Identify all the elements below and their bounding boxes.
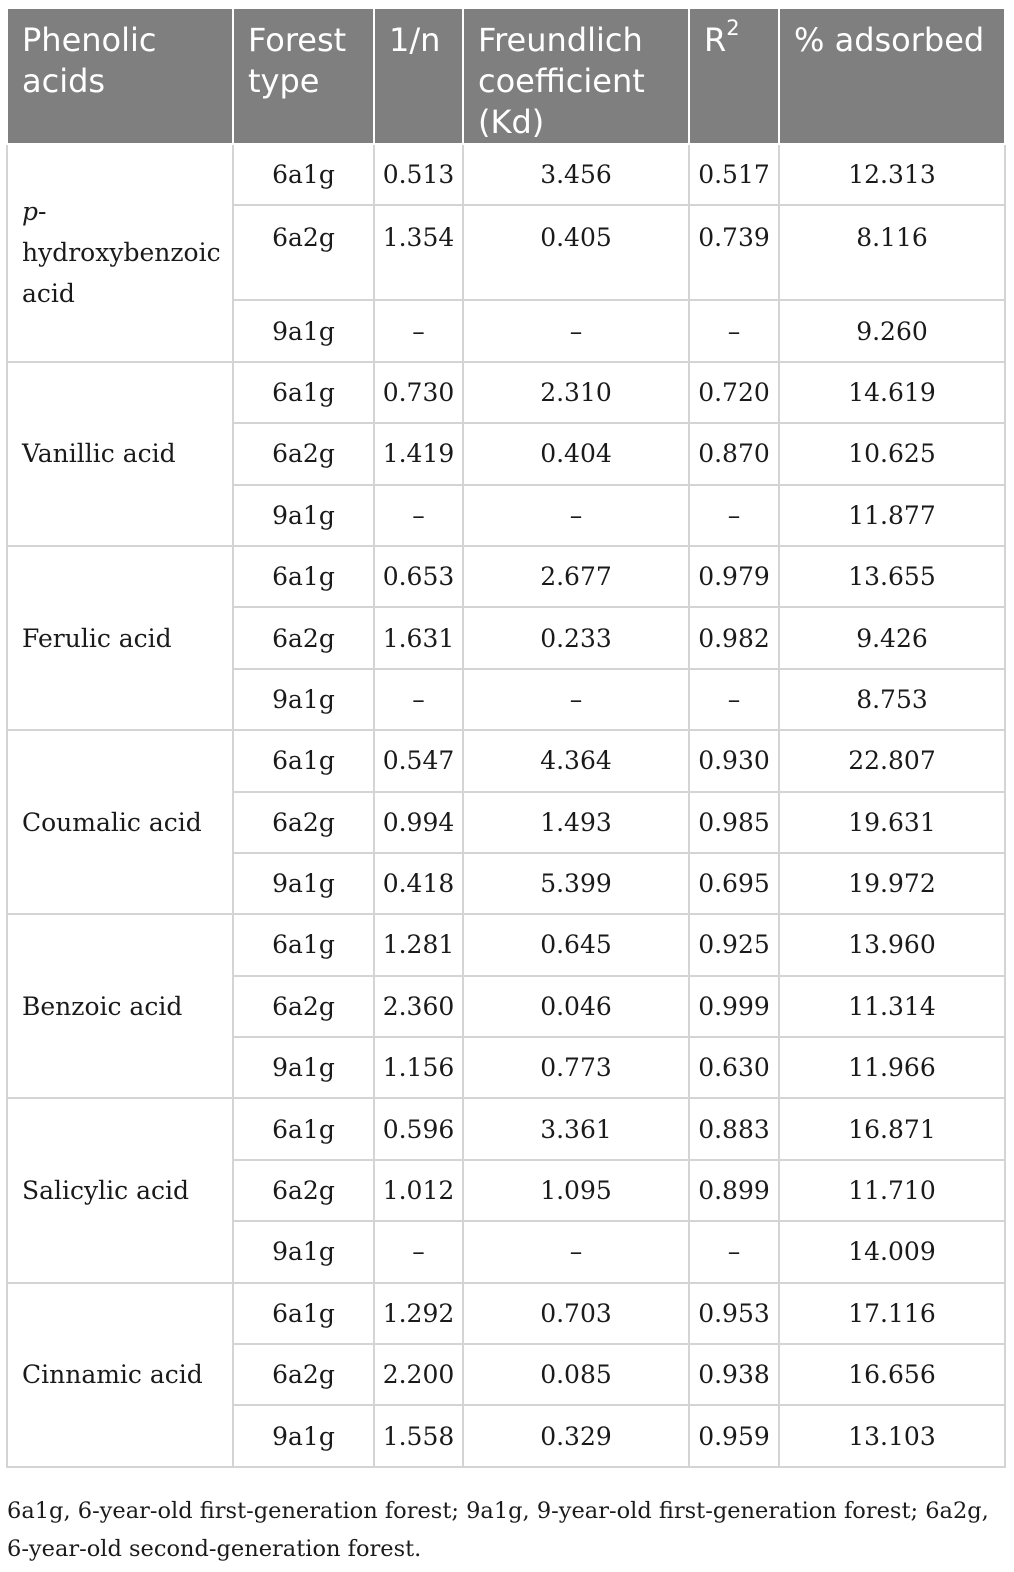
kd-cell: 0.645 — [463, 914, 689, 975]
forest-type-cell: 6a2g — [233, 205, 374, 300]
acid-name-cell: Salicylic acid — [7, 1098, 233, 1282]
r-squared-cell: – — [689, 300, 779, 361]
one-over-n-cell: 1.281 — [374, 914, 463, 975]
kd-cell: 4.364 — [463, 730, 689, 791]
forest-type-cell: 9a1g — [233, 853, 374, 914]
kd-cell: – — [463, 300, 689, 361]
header-percent-adsorbed: % adsorbed — [779, 8, 1005, 144]
percent-adsorbed-cell: 11.966 — [779, 1037, 1005, 1098]
forest-type-cell: 9a1g — [233, 300, 374, 361]
kd-cell: 0.773 — [463, 1037, 689, 1098]
table-row — [7, 144, 1005, 205]
percent-adsorbed-cell: 13.103 — [779, 1405, 1005, 1466]
kd-cell: – — [463, 485, 689, 546]
header-r-squared-exponent: 2 — [726, 16, 740, 41]
table-row — [7, 1098, 1005, 1159]
r-squared-cell: 0.870 — [689, 423, 779, 484]
table-row — [7, 730, 1005, 791]
percent-adsorbed-cell: 11.314 — [779, 976, 1005, 1037]
one-over-n-cell: 0.653 — [374, 546, 463, 607]
r-squared-cell: – — [689, 669, 779, 730]
kd-cell: 2.677 — [463, 546, 689, 607]
r-squared-cell: 0.985 — [689, 792, 779, 853]
table-row — [7, 1283, 1005, 1344]
one-over-n-cell: 0.547 — [374, 730, 463, 791]
forest-type-cell: 9a1g — [233, 1221, 374, 1282]
acid-name-cell — [7, 144, 233, 362]
percent-adsorbed-cell: 9.260 — [779, 300, 1005, 361]
acid-name-cell: Cinnamic acid — [7, 1283, 233, 1467]
one-over-n-cell: – — [374, 300, 463, 361]
forest-type-cell: 6a1g — [233, 1283, 374, 1344]
acid-name-cell: Coumalic acid — [7, 730, 233, 914]
one-over-n-cell: 0.994 — [374, 792, 463, 853]
table-row — [7, 546, 1005, 607]
one-over-n-cell: 1.631 — [374, 607, 463, 668]
percent-adsorbed-cell: 14.009 — [779, 1221, 1005, 1282]
r-squared-cell: 0.982 — [689, 607, 779, 668]
r-squared-cell: 0.883 — [689, 1098, 779, 1159]
kd-cell: – — [463, 669, 689, 730]
kd-cell: 0.085 — [463, 1344, 689, 1405]
acid-name-cell: Ferulic acid — [7, 546, 233, 730]
acid-name-cell: Benzoic acid — [7, 914, 233, 1098]
forest-type-cell: 6a2g — [233, 976, 374, 1037]
one-over-n-cell: 1.292 — [374, 1283, 463, 1344]
one-over-n-cell: – — [374, 1221, 463, 1282]
forest-type-cell: 6a2g — [233, 423, 374, 484]
header-phenolic-acids: Phenolic acids — [7, 8, 233, 144]
percent-adsorbed-cell: 11.877 — [779, 485, 1005, 546]
r-squared-cell: 0.739 — [689, 205, 779, 300]
one-over-n-cell: – — [374, 669, 463, 730]
percent-adsorbed-cell: 13.655 — [779, 546, 1005, 607]
header-forest-type: Forest type — [233, 8, 374, 144]
forest-type-cell: 6a1g — [233, 1098, 374, 1159]
forest-type-cell: 6a1g — [233, 914, 374, 975]
kd-cell: 5.399 — [463, 853, 689, 914]
r-squared-cell: 0.999 — [689, 976, 779, 1037]
percent-adsorbed-cell: 10.625 — [779, 423, 1005, 484]
percent-adsorbed-cell: 17.116 — [779, 1283, 1005, 1344]
r-squared-cell: 0.979 — [689, 546, 779, 607]
kd-cell: 1.493 — [463, 792, 689, 853]
forest-type-cell: 6a1g — [233, 144, 374, 205]
r-squared-cell: 0.517 — [689, 144, 779, 205]
percent-adsorbed-cell: 14.619 — [779, 362, 1005, 423]
table-footnote: 6a1g, 6-year-old first-generation forest; 9a1g, 9-year-old first-generation forest; 6a2g, 6-year-old second-generation forest. — [7, 1498, 989, 1562]
kd-cell: 0.703 — [463, 1283, 689, 1344]
one-over-n-cell: 1.012 — [374, 1160, 463, 1221]
kd-cell: 2.310 — [463, 362, 689, 423]
percent-adsorbed-cell: 8.753 — [779, 669, 1005, 730]
forest-type-cell: 6a2g — [233, 607, 374, 668]
header-r-squared — [689, 8, 779, 144]
acid-name-prefix: p — [22, 197, 39, 227]
header-r-squared-base: R — [704, 21, 727, 59]
forest-type-cell: 9a1g — [233, 1037, 374, 1098]
one-over-n-cell: 1.354 — [374, 205, 463, 300]
percent-adsorbed-cell: 19.631 — [779, 792, 1005, 853]
header-row — [7, 8, 1005, 144]
percent-adsorbed-cell: 16.656 — [779, 1344, 1005, 1405]
forest-type-cell: 9a1g — [233, 485, 374, 546]
r-squared-cell: 0.953 — [689, 1283, 779, 1344]
forest-type-cell: 6a1g — [233, 546, 374, 607]
one-over-n-cell: 0.418 — [374, 853, 463, 914]
kd-cell: 3.361 — [463, 1098, 689, 1159]
forest-type-cell: 6a1g — [233, 730, 374, 791]
percent-adsorbed-cell: 11.710 — [779, 1160, 1005, 1221]
table-row — [7, 914, 1005, 975]
percent-adsorbed-cell: 12.313 — [779, 144, 1005, 205]
r-squared-cell: 0.959 — [689, 1405, 779, 1466]
percent-adsorbed-cell: 19.972 — [779, 853, 1005, 914]
r-squared-cell: 0.695 — [689, 853, 779, 914]
forest-type-cell: 9a1g — [233, 1405, 374, 1466]
header-freundlich-coefficient: Freundlich coefficient (Kd) — [463, 8, 689, 144]
one-over-n-cell: 2.360 — [374, 976, 463, 1037]
percent-adsorbed-cell: 8.116 — [779, 205, 1005, 300]
r-squared-cell: 0.930 — [689, 730, 779, 791]
acid-name: -hydroxybenzoic acid — [22, 197, 221, 309]
one-over-n-cell: 0.730 — [374, 362, 463, 423]
kd-cell: – — [463, 1221, 689, 1282]
one-over-n-cell: 0.596 — [374, 1098, 463, 1159]
forest-type-cell: 6a2g — [233, 1344, 374, 1405]
kd-cell: 0.405 — [463, 205, 689, 300]
r-squared-cell: 0.630 — [689, 1037, 779, 1098]
forest-type-cell: 6a1g — [233, 362, 374, 423]
kd-cell: 3.456 — [463, 144, 689, 205]
r-squared-cell: 0.925 — [689, 914, 779, 975]
forest-type-cell: 9a1g — [233, 669, 374, 730]
acid-name-cell: Vanillic acid — [7, 362, 233, 546]
forest-type-cell: 6a2g — [233, 792, 374, 853]
kd-cell: 0.233 — [463, 607, 689, 668]
percent-adsorbed-cell: 13.960 — [779, 914, 1005, 975]
kd-cell: 1.095 — [463, 1160, 689, 1221]
r-squared-cell: 0.720 — [689, 362, 779, 423]
one-over-n-cell: 1.558 — [374, 1405, 463, 1466]
one-over-n-cell: 1.156 — [374, 1037, 463, 1098]
kd-cell: 0.404 — [463, 423, 689, 484]
one-over-n-cell: 2.200 — [374, 1344, 463, 1405]
kd-cell: 0.046 — [463, 976, 689, 1037]
one-over-n-cell: – — [374, 485, 463, 546]
adsorption-table — [6, 7, 1006, 1468]
percent-adsorbed-cell: 9.426 — [779, 607, 1005, 668]
forest-type-cell: 6a2g — [233, 1160, 374, 1221]
header-1-n: 1/n — [374, 8, 463, 144]
one-over-n-cell: 1.419 — [374, 423, 463, 484]
percent-adsorbed-cell: 16.871 — [779, 1098, 1005, 1159]
r-squared-cell: – — [689, 1221, 779, 1282]
r-squared-cell: 0.899 — [689, 1160, 779, 1221]
table-row — [7, 362, 1005, 423]
r-squared-cell: – — [689, 485, 779, 546]
one-over-n-cell: 0.513 — [374, 144, 463, 205]
kd-cell: 0.329 — [463, 1405, 689, 1466]
percent-adsorbed-cell: 22.807 — [779, 730, 1005, 791]
r-squared-cell: 0.938 — [689, 1344, 779, 1405]
